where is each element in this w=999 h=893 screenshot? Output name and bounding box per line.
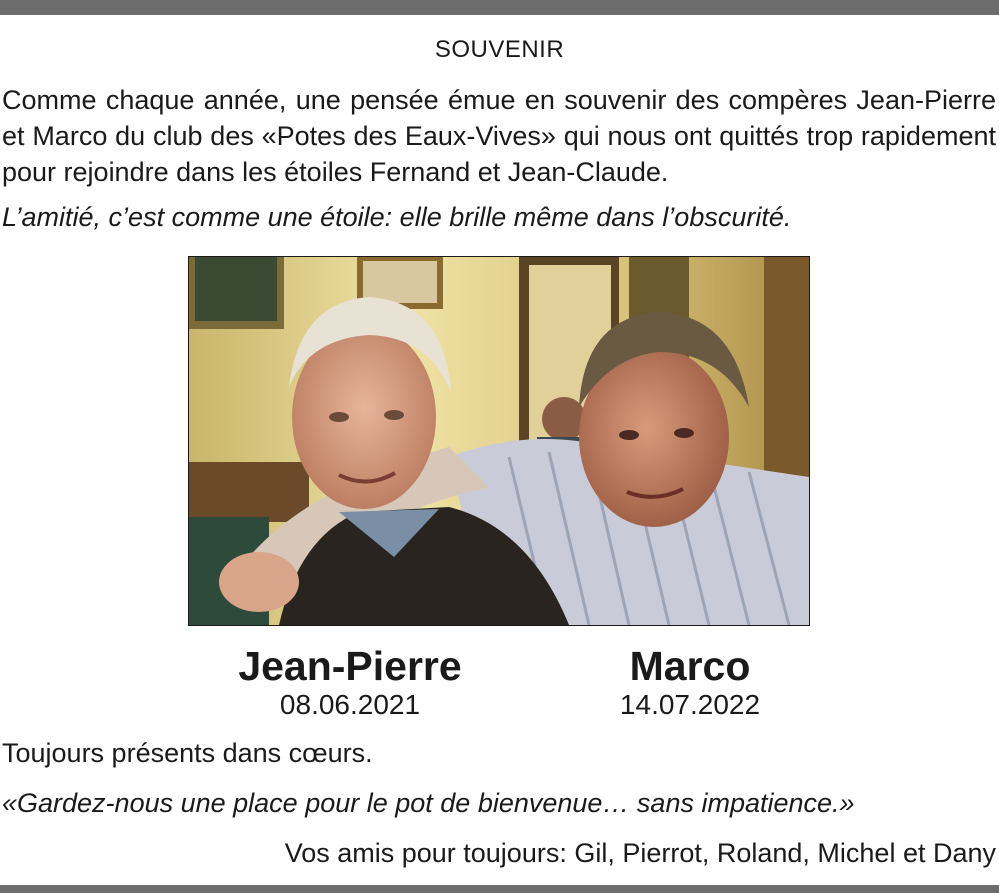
person-date: 08.06.2021: [279, 689, 421, 720]
notice-heading: SOUVENIR: [434, 36, 565, 63]
closing-quote: «Gardez-nous une place pour le pot de bienvenue… sans impatience.»: [2, 788, 855, 818]
person-name: Jean-Pierre: [238, 643, 462, 689]
closing-line: Toujours présents dans cœurs.: [2, 738, 373, 768]
friendship-quote: L’amitié, c’est comme une étoile: elle brille même dans l’obscurité.: [2, 202, 792, 232]
person-name: Marco: [629, 643, 751, 689]
signature: Vos amis pour toujours: Gil, Pierrot, Roland, Michel et Dany: [284, 838, 996, 868]
person-marco: [540, 644, 840, 722]
memorial-photo: [188, 256, 810, 626]
top-rule: [0, 0, 999, 15]
person-date: 14.07.2022: [619, 689, 761, 720]
photo-illustration: [189, 257, 809, 625]
bottom-rule: [0, 885, 999, 893]
intro-paragraph: Comme chaque année, une pensée émue en souvenir des compères Jean-Pierre et Marco du club des «Potes des Eaux-Vives» qui nous ont quittés trop rapidement pour rejoindre dans les étoiles Fernand et Jean-Claude.: [2, 85, 996, 187]
person-jean-pierre: [200, 644, 500, 722]
